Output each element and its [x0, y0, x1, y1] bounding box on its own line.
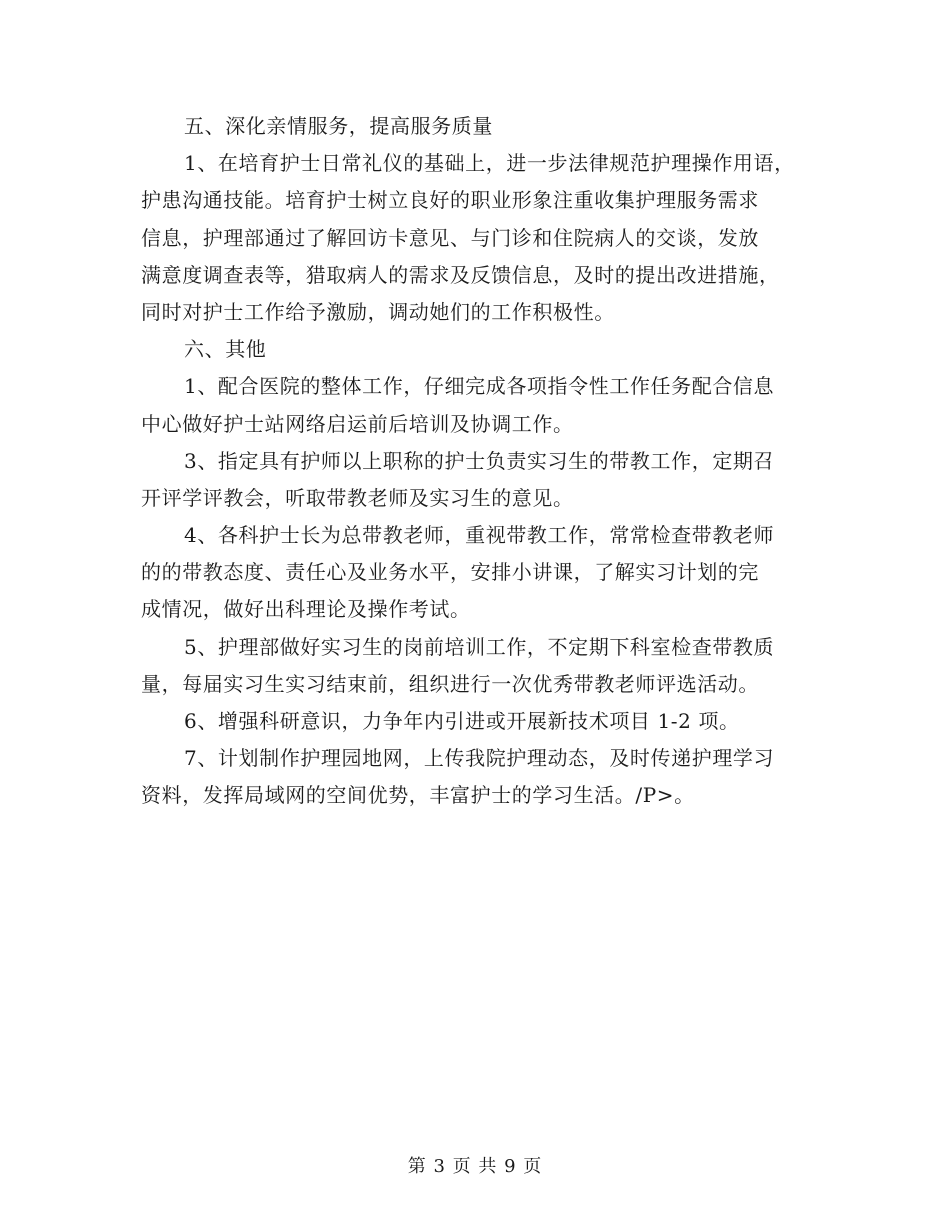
- paragraph-line: 4、各科护士长为总带教老师，重视带教工作，常常检查带教老师: [184, 523, 775, 548]
- section-heading-5: 五、深化亲情服务，提高服务质量: [184, 114, 493, 138]
- paragraph-line: 的的带教态度、责任心及业务水平，安排小讲课，了解实习计划的完: [141, 560, 759, 585]
- paragraph-line: 3、指定具有护师以上职称的护士负责实习生的带教工作，定期召: [184, 448, 775, 473]
- paragraph-line: 5、护理部做好实习生的岗前培训工作，不定期下科室检查带教质: [184, 634, 775, 659]
- paragraph-line: 开评学评教会，听取带教老师及实习生的意见。: [141, 485, 574, 510]
- paragraph-line: 满意度调查表等，猎取病人的需求及反馈信息，及时的提出改进措施，: [141, 262, 780, 287]
- paragraph-line: 7、计划制作护理园地网，上传我院护理动态，及时传递护理学习: [184, 746, 775, 771]
- paragraph-line: 护患沟通技能。培育护士树立良好的职业形象注重收集护理服务需求: [141, 188, 759, 213]
- paragraph-line: 信息，护理部通过了解回访卡意见、与门诊和住院病人的交谈，发放: [141, 225, 759, 250]
- paragraph-line: 资料，发挥局域网的空间优势，丰富护士的学习生活。/P>。: [141, 783, 695, 808]
- page-number-footer: 第 3 页 共 9 页: [407, 1156, 543, 1177]
- paragraph-line: 1、配合医院的整体工作，仔细完成各项指令性工作任务配合信息: [184, 374, 775, 399]
- paragraph-line: 6、增强科研意识，力争年内引进或开展新技术项目 1-2 项。: [184, 709, 740, 733]
- paragraph-line: 成情况，做好出科理论及操作考试。: [141, 597, 471, 622]
- paragraph-line: 同时对护士工作给予激励，调动她们的工作积极性。: [141, 299, 615, 324]
- paragraph-line: 1、在培育护士日常礼仪的基础上，进一步法律规范护理操作用语，: [184, 151, 795, 176]
- document-body: [141, 108, 821, 815]
- paragraph-line: 中心做好护士站网络启运前后培训及协调工作。: [141, 411, 574, 436]
- paragraph-line: 量，每届实习生实习结束前，组织进行一次优秀带教老师评选活动。: [141, 671, 759, 696]
- section-heading-6: 六、其他: [184, 337, 267, 362]
